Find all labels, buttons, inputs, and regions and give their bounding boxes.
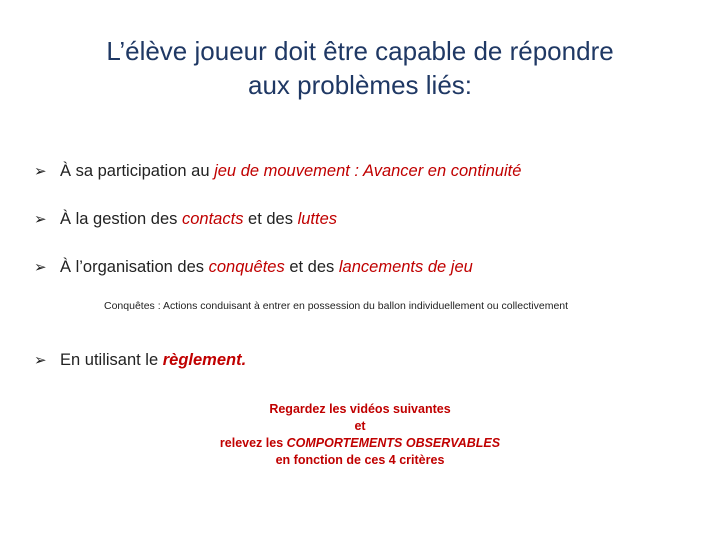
instruction-line-3-text: relevez les (219, 436, 287, 450)
definition-note: Conquêtes : Actions conduisant à entrer en possession du ballon individuellement ou collectivement (104, 300, 569, 312)
instruction-emphasis: COMPORTEMENTS OBSERVABLES (286, 436, 501, 450)
bullet-text: En utilisant le (60, 351, 163, 369)
arrow-bullet-icon: ➢ (34, 259, 47, 276)
bullet-highlight-reglement: règlement. (162, 351, 247, 369)
title-line-1: L’élève joueur doit être capable de répondre (106, 36, 614, 66)
bullet-highlight: jeu de mouvement : Avancer en continuité (214, 162, 522, 180)
arrow-bullet-icon: ➢ (34, 163, 47, 180)
title-line-2: aux problèmes liés: (248, 70, 472, 100)
bullet-organisation (34, 258, 473, 277)
bullet-highlight-luttes: luttes (297, 210, 338, 228)
bullet-contacts (34, 210, 337, 229)
arrow-bullet-icon: ➢ (34, 352, 47, 369)
bullet-highlight-conquetes: conquêtes (208, 258, 285, 276)
instruction-line-4: en fonction de ces 4 critères (275, 453, 445, 467)
bullet-text: À l’organisation des (60, 258, 209, 276)
bullet-text-mid: et des (284, 258, 339, 276)
bullet-highlight-contacts: contacts (182, 210, 244, 228)
instruction-line-1: Regardez les vidéos suivantes (269, 402, 451, 416)
slide-title (60, 34, 660, 102)
arrow-bullet-icon: ➢ (34, 211, 47, 228)
instruction-line-2: et (354, 419, 366, 433)
instruction-block (160, 401, 560, 469)
instruction-line-3 (160, 435, 560, 452)
bullet-reglement (34, 351, 246, 370)
bullet-text: À sa participation au (60, 162, 215, 180)
bullet-text: À la gestion des (60, 210, 182, 228)
bullet-text-mid: et des (243, 210, 298, 228)
bullet-participation (34, 162, 521, 181)
bullet-highlight-lancements: lancements de jeu (338, 258, 473, 276)
